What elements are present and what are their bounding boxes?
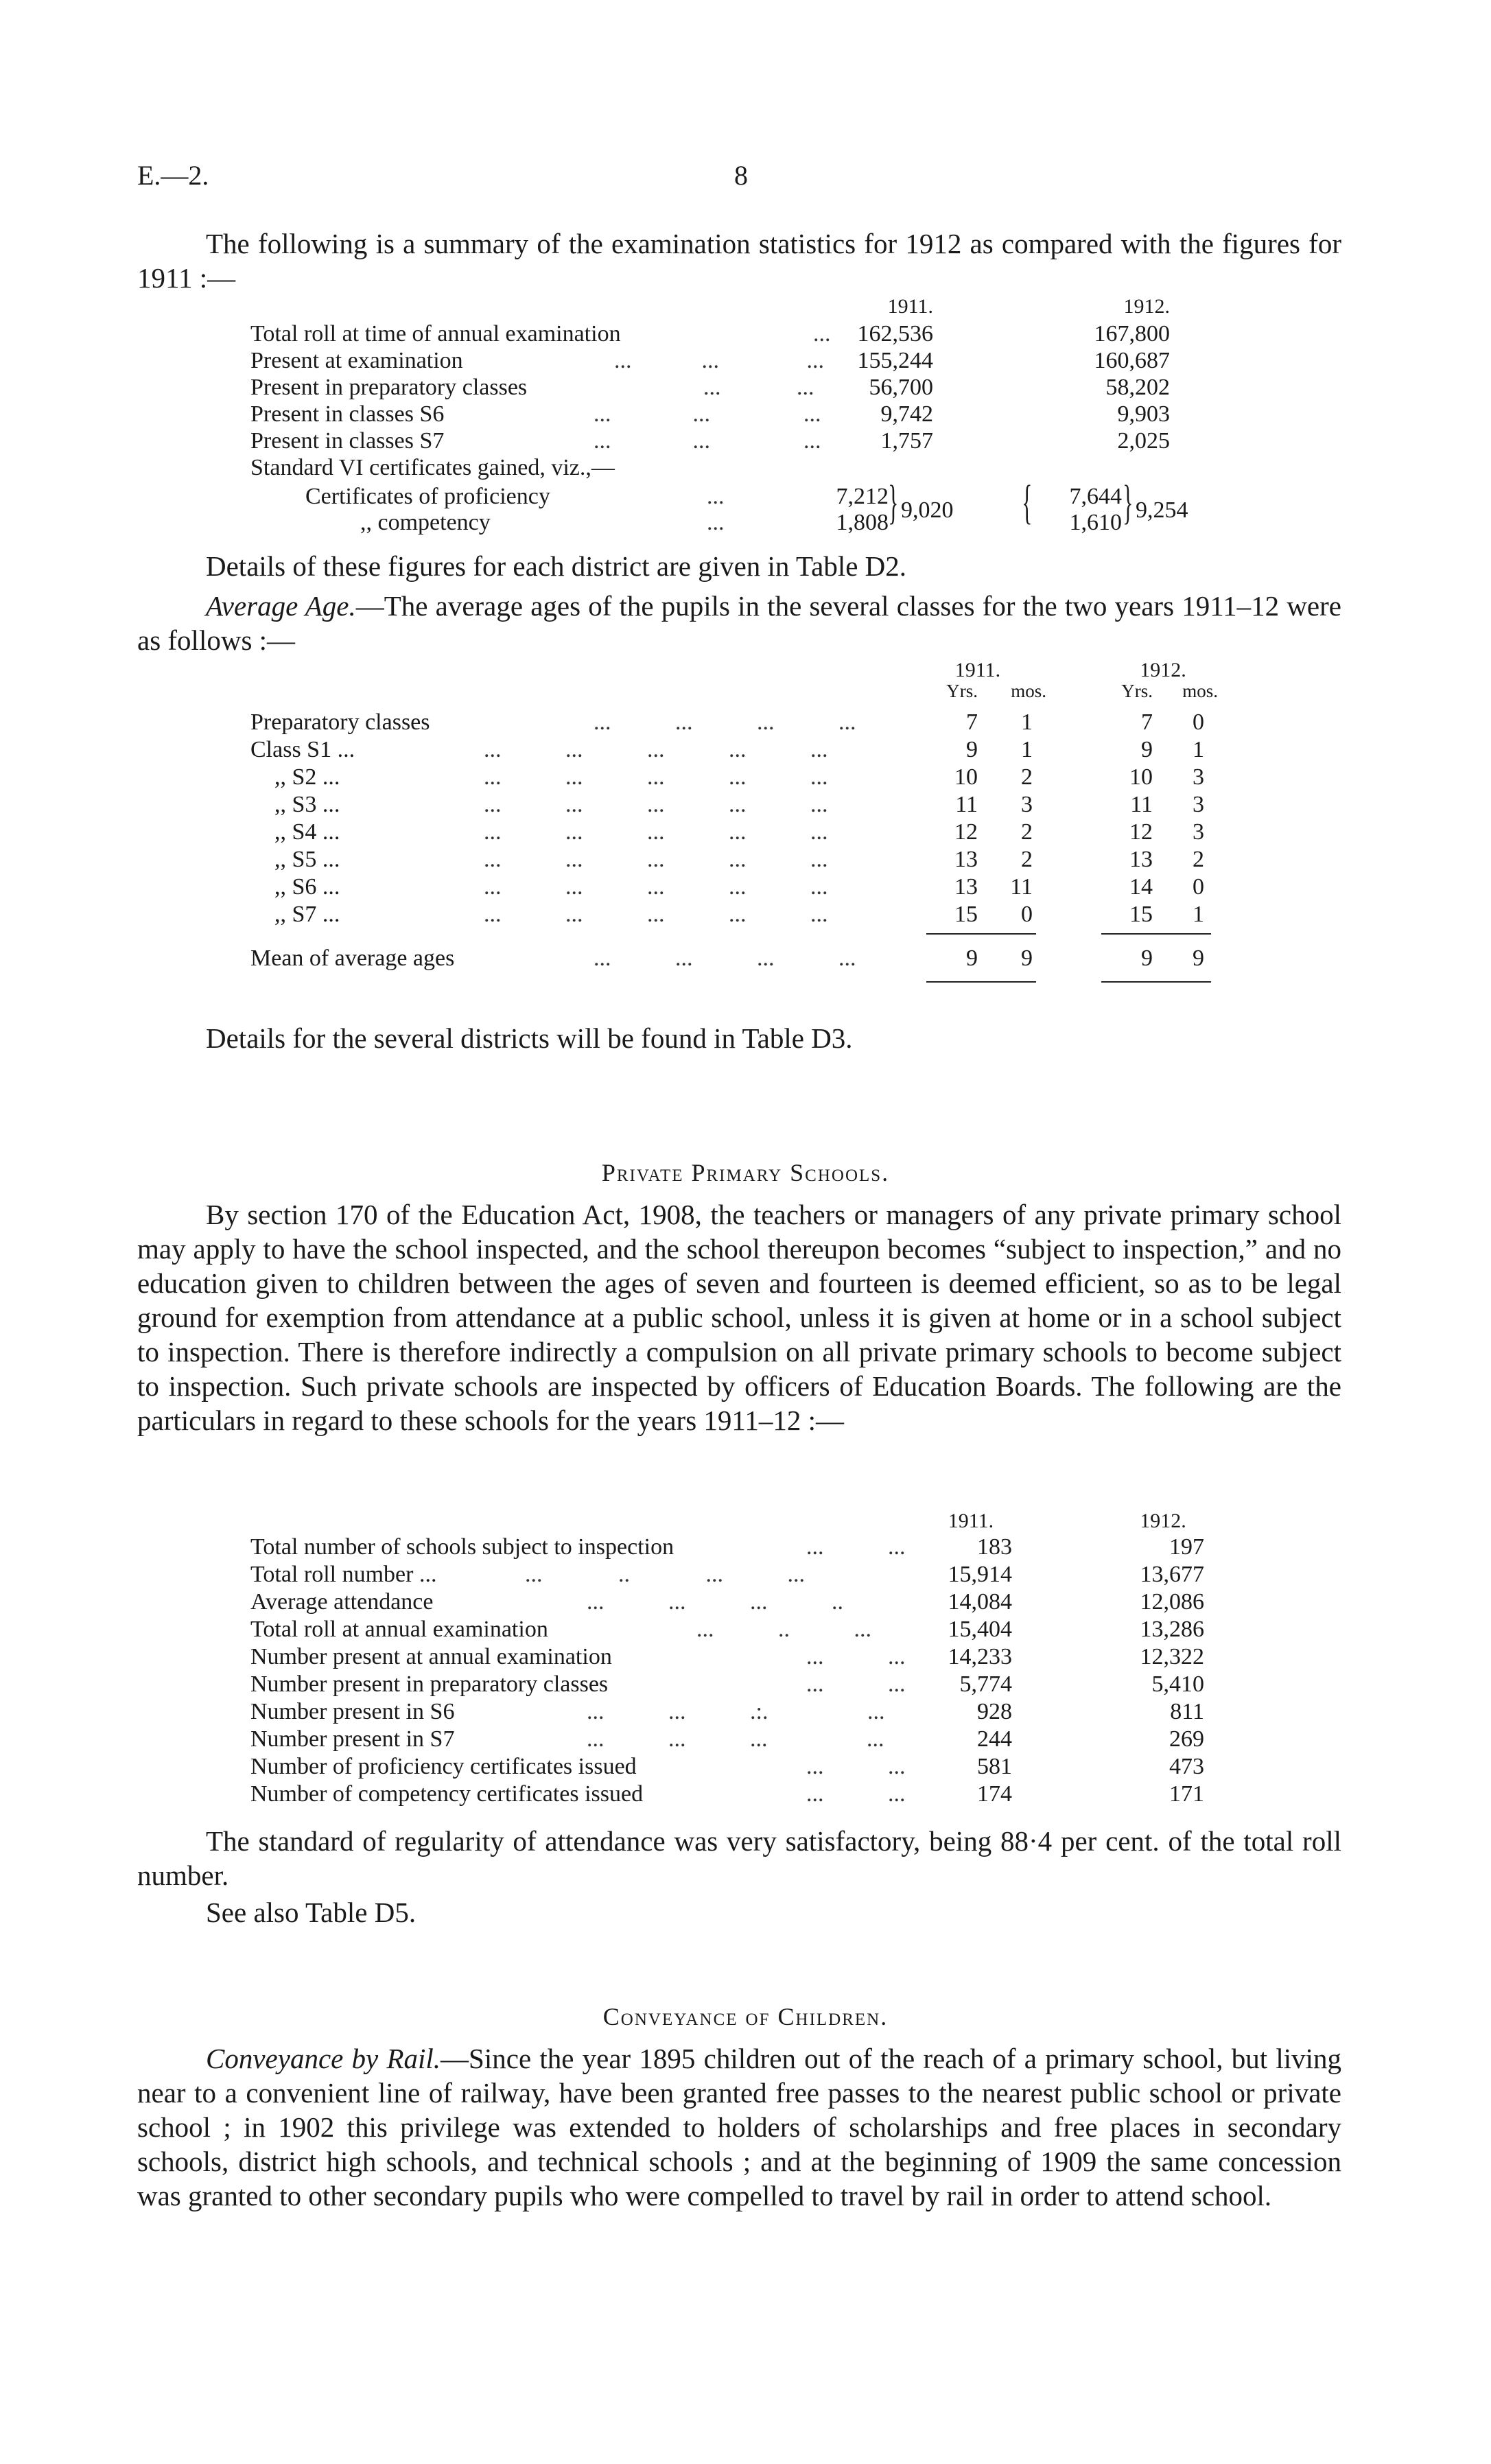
value-1911: 581 bbox=[977, 1754, 1012, 1779]
value-1912: 7,644 bbox=[1069, 484, 1122, 509]
mos-head-1912: mos. bbox=[1182, 681, 1218, 701]
value-1912: 269 bbox=[1169, 1726, 1204, 1752]
months-1912: 1 bbox=[1193, 737, 1204, 762]
row-leader: ... bbox=[707, 510, 725, 535]
years-1912: 7 bbox=[1141, 709, 1153, 735]
value-1911: 183 bbox=[977, 1534, 1012, 1560]
years-1911: 9 bbox=[966, 737, 978, 762]
value-1911: 5,774 bbox=[959, 1671, 1012, 1697]
col-head-1912: 1912. bbox=[1123, 295, 1170, 318]
row-leader: ... ... .:. ... bbox=[587, 1699, 885, 1724]
row-label: Total roll at time of annual examination bbox=[250, 321, 621, 347]
years-1911: 7 bbox=[966, 709, 978, 735]
value-1911: 155,244 bbox=[857, 348, 933, 373]
row-label: Certificates of proficiency bbox=[305, 484, 550, 509]
col-head-1911: 1911. bbox=[887, 295, 933, 318]
row-label: Number of proficiency certificates issued bbox=[250, 1754, 637, 1779]
value-1911: 7,212 bbox=[836, 484, 889, 509]
years-1911: 11 bbox=[955, 792, 978, 817]
row-leader: ... ... ... ... ... bbox=[484, 764, 828, 790]
yrs-head-1912: Yrs. bbox=[1121, 681, 1153, 701]
sum-rule bbox=[926, 981, 1036, 983]
row-label: ,, S2 ... bbox=[274, 764, 340, 790]
years-1912: 10 bbox=[1129, 764, 1153, 790]
value-1912: 13,286 bbox=[1140, 1617, 1204, 1642]
summary-intro: The following is a summary of the examination statistics for 1912 as compared with the figures for 1911 :— bbox=[137, 228, 1341, 294]
months-1911: 11 bbox=[1010, 874, 1033, 900]
row-label: ,, S4 ... bbox=[274, 819, 340, 845]
value-1912: 5,410 bbox=[1151, 1671, 1204, 1697]
row-label: Standard VI certificates gained, viz.,— bbox=[250, 455, 615, 480]
row-leader: ... ... ... bbox=[614, 348, 824, 373]
summary-table bbox=[250, 295, 1245, 542]
row-leader: ... ... bbox=[703, 375, 814, 400]
left-brace: { bbox=[1022, 476, 1033, 529]
row-leader: ... ... ... ... ... bbox=[484, 902, 828, 927]
value-1912: 167,800 bbox=[1094, 321, 1170, 347]
value-1911: 9,742 bbox=[880, 401, 933, 427]
row-leader: ... ... ... ... bbox=[594, 709, 856, 735]
row-leader: ... ... ... ... bbox=[587, 1726, 884, 1752]
months-1912: 0 bbox=[1193, 709, 1204, 735]
average-age-details-note: Details for the several districts will be found in Table D3. bbox=[206, 1022, 853, 1054]
years-1911: 13 bbox=[954, 874, 978, 900]
months-1911: 0 bbox=[1021, 902, 1033, 927]
months-1911: 2 bbox=[1021, 819, 1033, 845]
months-1911: 2 bbox=[1021, 847, 1033, 872]
average-age-intro bbox=[137, 589, 1341, 657]
row-label: Number of competency certificates issued bbox=[250, 1781, 644, 1807]
row-label: ,, S3 ... bbox=[274, 792, 340, 817]
months-1911: 9 bbox=[1021, 946, 1033, 971]
years-1911: 13 bbox=[954, 847, 978, 872]
years-1912: 15 bbox=[1129, 902, 1153, 927]
value-1912: 58,202 bbox=[1105, 375, 1170, 400]
years-1912: 13 bbox=[1129, 847, 1153, 872]
months-1912: 0 bbox=[1193, 874, 1204, 900]
value-1911: 14,233 bbox=[948, 1644, 1012, 1669]
years-1912: 12 bbox=[1129, 819, 1153, 845]
row-leader: ... ... ... bbox=[594, 401, 821, 427]
value-1912: 197 bbox=[1169, 1534, 1204, 1560]
months-1911: 1 bbox=[1021, 737, 1033, 762]
value-1912: 1,610 bbox=[1069, 510, 1122, 535]
cert-total-1912: 9,254 bbox=[1136, 497, 1188, 523]
value-1911: 15,404 bbox=[948, 1617, 1012, 1642]
sum-rule bbox=[926, 933, 1036, 935]
private-schools-table bbox=[250, 1510, 1245, 1807]
row-leader: ... ... ... .. bbox=[587, 1589, 843, 1615]
months-1912: 3 bbox=[1193, 792, 1204, 817]
yrs-head-1911: Yrs. bbox=[946, 681, 978, 701]
row-leader: ... ... bbox=[806, 1754, 906, 1779]
mos-head-1911: mos. bbox=[1011, 681, 1046, 701]
col-head-1911: 1911. bbox=[948, 1510, 994, 1532]
row-label: Present in classes S7 bbox=[250, 428, 445, 454]
row-leader: ... ... bbox=[806, 1534, 906, 1560]
row-leader: ... ... ... ... ... bbox=[484, 737, 828, 762]
value-1912: 13,677 bbox=[1140, 1562, 1204, 1587]
years-1911: 9 bbox=[966, 946, 978, 971]
value-1912: 811 bbox=[1170, 1699, 1204, 1724]
row-leader: ... ... ... bbox=[594, 428, 821, 454]
value-1912: 171 bbox=[1169, 1781, 1204, 1807]
years-1912: 11 bbox=[1130, 792, 1153, 817]
row-leader: ... bbox=[813, 321, 831, 347]
row-label: Number present at annual examination bbox=[250, 1644, 612, 1669]
months-1912: 2 bbox=[1193, 847, 1204, 872]
row-leader: ... .. ... ... bbox=[525, 1562, 805, 1587]
summary-details-note: Details of these figures for each district are given in Table D2. bbox=[206, 550, 907, 582]
col-head-1912: 1912. bbox=[1140, 1510, 1186, 1532]
row-label: Mean of average ages bbox=[250, 946, 455, 971]
row-label: Present in preparatory classes bbox=[250, 375, 528, 400]
row-label: Average attendance bbox=[250, 1589, 434, 1615]
months-1911: 2 bbox=[1021, 764, 1033, 790]
row-leader: ... ... ... ... ... bbox=[484, 874, 828, 900]
right-brace: } bbox=[888, 476, 899, 529]
row-label: ,, S7 ... bbox=[274, 902, 340, 927]
months-1911: 1 bbox=[1021, 709, 1033, 735]
private-schools-paragraph: By section 170 of the Education Act, 1908, the teachers or managers of any private primary school may apply to have the school inspected, and the school thereupon becomes “subject to inspection,” and no education given to children between the ages of seven and fourteen is deemed efficient, so as to be legal ground for exemption from attendance at a public school, unless it is given at home or in a school subject to inspection. There is therefore indirectly a compulsion on all private primary schools to become subject to inspection. Such private schools are inspected by officers of Education Boards. The following are the particulars in regard to these schools for the years 1911–12 :— bbox=[137, 1199, 1341, 1436]
row-label: Present in classes S6 bbox=[250, 401, 445, 427]
months-1912: 3 bbox=[1193, 764, 1204, 790]
col-head-1911: 1911. bbox=[954, 659, 1001, 681]
years-1912: 14 bbox=[1129, 874, 1153, 900]
value-1911: 15,914 bbox=[948, 1562, 1012, 1587]
value-1911: 174 bbox=[977, 1781, 1012, 1807]
conveyance-paragraph bbox=[137, 2041, 1341, 2213]
row-leader: ... ... ... ... ... bbox=[484, 792, 828, 817]
value-1911: 14,084 bbox=[948, 1589, 1012, 1615]
years-1911: 10 bbox=[954, 764, 978, 790]
row-label: ,, S6 ... bbox=[274, 874, 340, 900]
row-label: ,, competency bbox=[360, 510, 491, 535]
years-1911: 15 bbox=[954, 902, 978, 927]
row-label: Total number of schools subject to inspection bbox=[250, 1534, 674, 1560]
row-leader: ... ... bbox=[806, 1644, 906, 1669]
row-label: Preparatory classes bbox=[250, 709, 430, 735]
right-brace: } bbox=[1123, 476, 1134, 529]
regularity-note: The standard of regularity of attendance was very satisfactory, being 88·4 per cent. of the total roll number. bbox=[137, 1825, 1341, 1891]
row-leader: ... ... ... ... ... bbox=[484, 819, 828, 845]
sum-rule bbox=[1101, 933, 1211, 935]
see-also-note: See also Table D5. bbox=[206, 1897, 416, 1928]
months-1911: 3 bbox=[1021, 792, 1033, 817]
value-1912: 12,322 bbox=[1140, 1644, 1204, 1669]
value-1912: 473 bbox=[1169, 1754, 1204, 1779]
conveyance-text: —Since the year 1895 children out of the reach of a primary school, but living near to a convenient line of railway, have been granted free passes to the nearest public school or private school ; in 1902 this privilege was extended to holders of scholarships and free places in secondary schools, district high schools, and technical schools ; and at the beginning of 1909 the same concession was granted to other secondary pupils who were compelled to travel by rail in order to attend school. bbox=[137, 2043, 1341, 2211]
value-1912: 12,086 bbox=[1140, 1589, 1204, 1615]
value-1912: 160,687 bbox=[1094, 348, 1170, 373]
row-label: Present at examination bbox=[250, 348, 463, 373]
years-1912: 9 bbox=[1141, 737, 1153, 762]
value-1911: 56,700 bbox=[869, 375, 933, 400]
row-leader: ... ... ... ... bbox=[594, 946, 856, 971]
value-1912: 2,025 bbox=[1117, 428, 1170, 454]
section-title-conveyance: Conveyance of Children. bbox=[602, 2003, 889, 2030]
row-leader: ... bbox=[707, 484, 725, 509]
months-1912: 3 bbox=[1193, 819, 1204, 845]
row-label: Number present in S6 bbox=[250, 1699, 455, 1724]
row-leader: ... ... bbox=[806, 1781, 906, 1807]
conveyance-heading: Conveyance by Rail. bbox=[206, 2043, 441, 2074]
row-leader: ... ... ... ... ... bbox=[484, 847, 828, 872]
row-label: Number present in preparatory classes bbox=[250, 1671, 609, 1697]
cert-total-1911: 9,020 bbox=[901, 497, 954, 523]
value-1911: 1,757 bbox=[880, 428, 933, 454]
row-label: Class S1 ... bbox=[250, 737, 355, 762]
value-1911: 1,808 bbox=[836, 510, 889, 535]
row-label: Total roll number ... bbox=[250, 1562, 437, 1587]
average-age-heading: Average Age. bbox=[206, 590, 356, 622]
col-head-1912: 1912. bbox=[1140, 659, 1186, 681]
average-age-text: —The average ages of the pupils in the several classes for the two years 1911–12 were as follows :— bbox=[137, 590, 1341, 656]
years-1911: 12 bbox=[954, 819, 978, 845]
value-1911: 928 bbox=[977, 1699, 1012, 1724]
value-1912: 9,903 bbox=[1117, 401, 1170, 427]
page-number: 8 bbox=[734, 160, 748, 191]
row-label: Total roll at annual examination bbox=[250, 1617, 548, 1642]
value-1911: 244 bbox=[977, 1726, 1012, 1752]
sum-rule bbox=[1101, 981, 1211, 983]
row-leader: ... .. ... bbox=[696, 1617, 871, 1642]
section-title-private-schools: Private Primary Schools. bbox=[601, 1159, 890, 1186]
months-1912: 1 bbox=[1193, 902, 1204, 927]
value-1911: 162,536 bbox=[857, 321, 933, 347]
months-1912: 9 bbox=[1193, 946, 1204, 971]
years-1912: 9 bbox=[1141, 946, 1153, 971]
row-label: Number present in S7 bbox=[250, 1726, 455, 1752]
document-reference: E.—2. bbox=[137, 160, 209, 191]
average-age-table bbox=[250, 659, 1280, 1002]
row-label: ,, S5 ... bbox=[274, 847, 340, 872]
row-leader: ... ... bbox=[806, 1671, 906, 1697]
